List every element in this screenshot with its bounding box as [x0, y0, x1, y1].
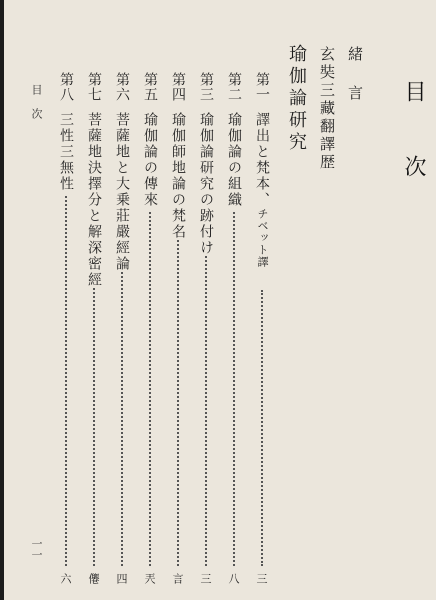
entry-label: 第五 — [142, 72, 158, 102]
entry-title — [59, 112, 73, 192]
entry-title — [255, 112, 269, 268]
entry-page: 兲 — [143, 573, 156, 584]
intro-label: 緒 言 — [346, 46, 364, 103]
entry-leader — [121, 272, 125, 566]
entry-page: 六 — [59, 573, 72, 584]
entry-page: 言 — [171, 573, 184, 584]
entry-label: 第一 — [254, 72, 270, 102]
entry-page: 㒨 — [87, 573, 100, 584]
entry-title-main: 菩薩地決擇分と解深密經 — [86, 112, 102, 288]
entry-title — [199, 112, 213, 256]
entry-leader — [65, 196, 69, 566]
entry-page: 三 — [255, 573, 268, 584]
entry-title — [87, 112, 101, 288]
entry-title-main: 瑜伽論の傳來 — [142, 112, 158, 208]
entry-title-main: 譯出と梵本、 — [254, 112, 270, 208]
entry-title — [143, 112, 157, 208]
toc-heading: 目 次 — [401, 80, 426, 191]
page-number: 一一 — [30, 538, 43, 560]
entry-leader — [205, 256, 209, 566]
entry-leader — [149, 212, 153, 566]
entry-title-main: 瑜伽論研究の跡付け — [198, 112, 214, 256]
entry-title — [171, 112, 185, 240]
entry-leader — [261, 290, 265, 566]
entry-title — [227, 112, 241, 208]
intro-subtitle: 玄奘三藏翻譯歴 — [318, 46, 336, 172]
running-head: 目 次 — [30, 84, 43, 119]
entry-title-main: 三性三無性 — [58, 112, 74, 192]
entry-page: 三 — [199, 573, 212, 584]
entry-title — [115, 112, 129, 272]
entry-title-sub: チベット譯 — [256, 208, 269, 268]
entry-label: 第四 — [170, 72, 186, 102]
entry-page: 四 — [115, 573, 128, 584]
entry-label: 第六 — [114, 72, 130, 102]
entry-title-main: 菩薩地と大乗莊嚴經論 — [114, 112, 130, 272]
entry-label: 第三 — [198, 72, 214, 102]
entry-leader — [233, 212, 237, 566]
entry-title-main: 瑜伽師地論の梵名 — [170, 112, 186, 240]
entry-title-main: 瑜伽論の組織 — [226, 112, 242, 208]
entry-page: 八 — [227, 573, 240, 584]
entry-label: 第七 — [86, 72, 102, 102]
entry-label: 第二 — [226, 72, 242, 102]
section-heading: 瑜伽論研究 — [286, 44, 307, 154]
entry-leader — [93, 288, 97, 566]
toc-page — [4, 0, 436, 600]
entry-leader — [177, 240, 181, 566]
entry-label: 第八 — [58, 72, 74, 102]
